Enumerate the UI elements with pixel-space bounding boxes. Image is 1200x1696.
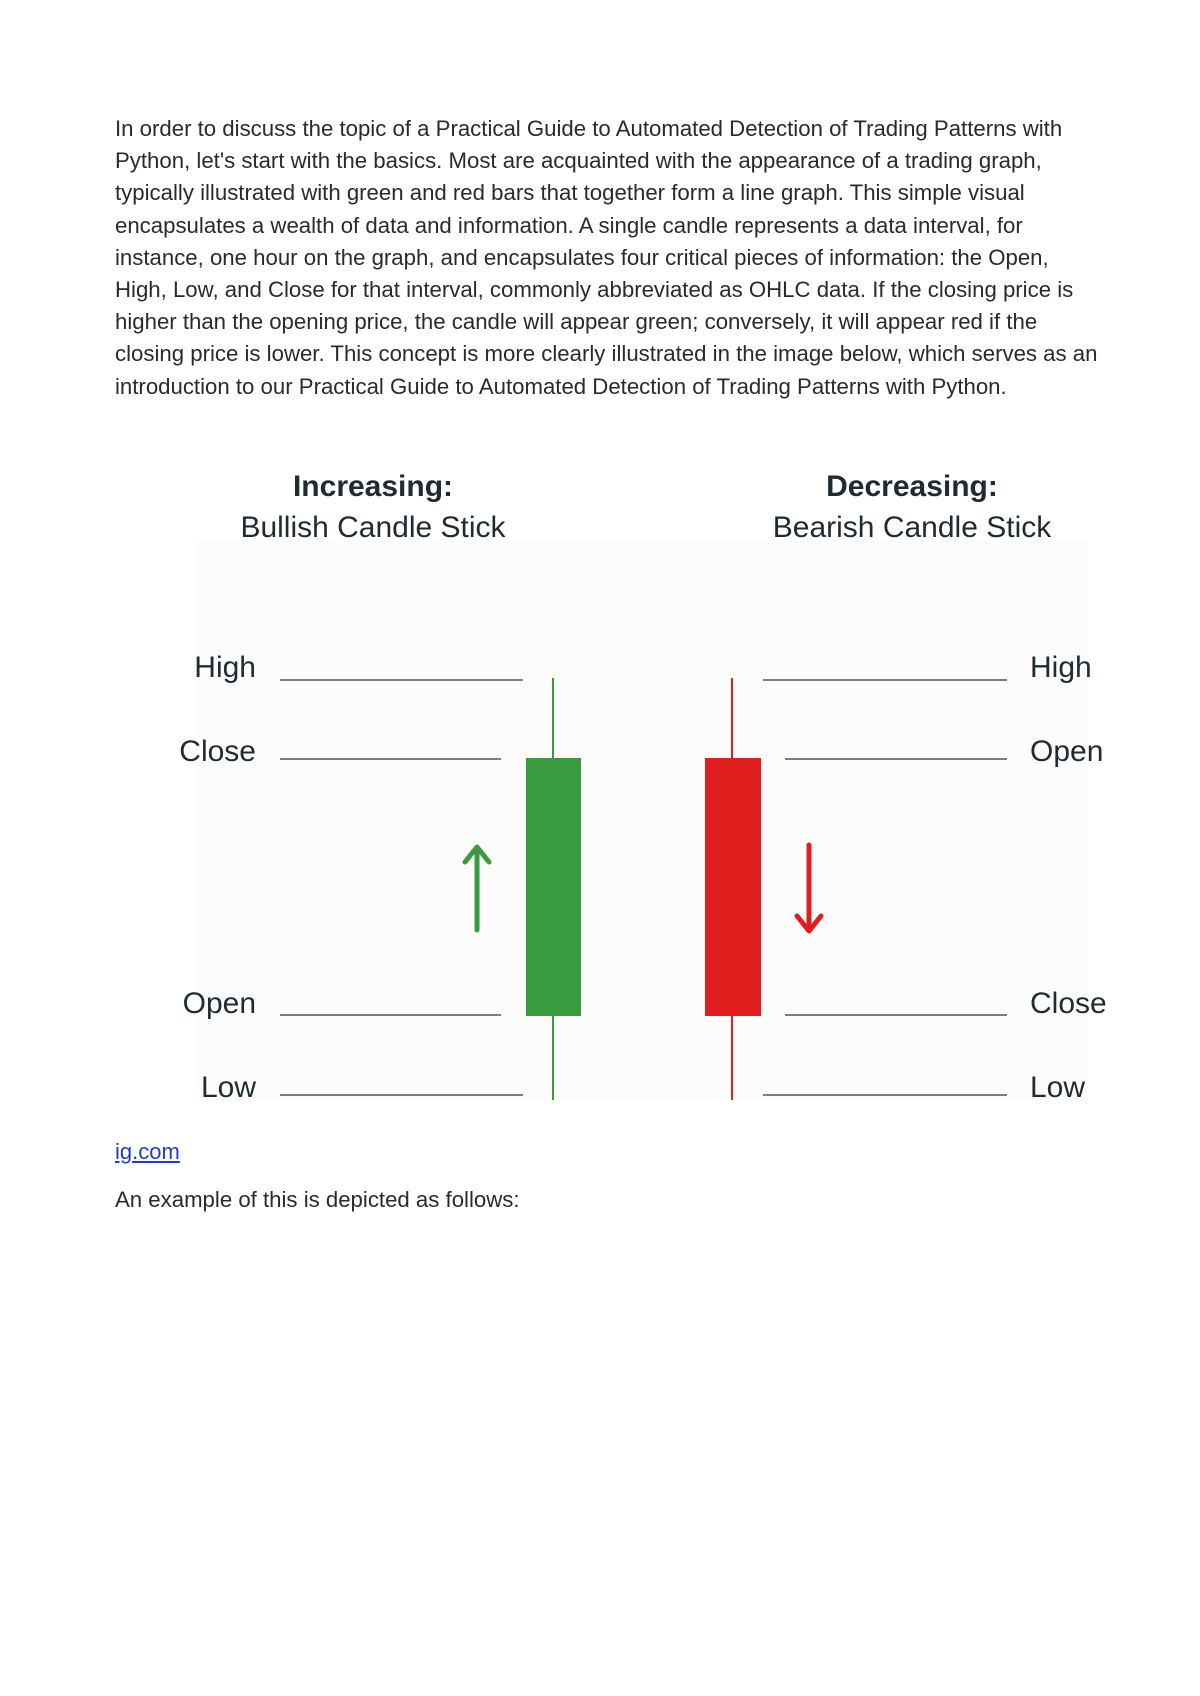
bearish-close-label: Close [1030, 987, 1107, 1020]
example-paragraph: An example of this is depicted as follows: [115, 1187, 520, 1212]
bullish-high-label: High [194, 651, 256, 684]
bullish-close-label: Close [179, 735, 256, 768]
bullish-open-label: Open [182, 987, 256, 1020]
bearish-candle-body [705, 758, 761, 1016]
bearish-heading: Decreasing: [826, 470, 998, 503]
bullish-candle-body [526, 758, 581, 1016]
bearish-high-label: High [1030, 651, 1092, 684]
bearish-low-label: Low [1030, 1071, 1086, 1104]
bearish-open-label: Open [1030, 735, 1104, 768]
candlestick-figure [150, 460, 1110, 1120]
bearish-subheading: Bearish Candle Stick [772, 511, 1052, 544]
candlestick-diagram [150, 460, 1110, 1120]
bullish-low-label: Low [200, 1071, 256, 1104]
bullish-heading: Increasing: [292, 470, 454, 503]
source-link[interactable]: ig.com [115, 1139, 180, 1164]
intro-paragraph: In order to discuss the topic of a Practical Guide to Automated Detection of Trading Patterns with Python, let's start with the basics. Most are acquainted with the appearance of a trading graph, typically illustrated with green and red bars that together form a line graph. This simple visual encapsulates a wealth of data and information. A single candle represents a data interval, for instance, one hour on the graph, and encapsulates four critical pieces of information: the Open, High, Low, and Close for that interval, commonly abbreviated as OHLC data. If the closing price is higher than the opening price, the candle will appear green; conversely, it will appear red if the closing price is lower. This concept is more clearly illustrated in the image below, which serves as an introduction to our Practical Guide to Automated Detection of Trading Patterns with Python. [115, 116, 1098, 399]
bullish-subheading: Bullish Candle Stick [240, 511, 506, 544]
